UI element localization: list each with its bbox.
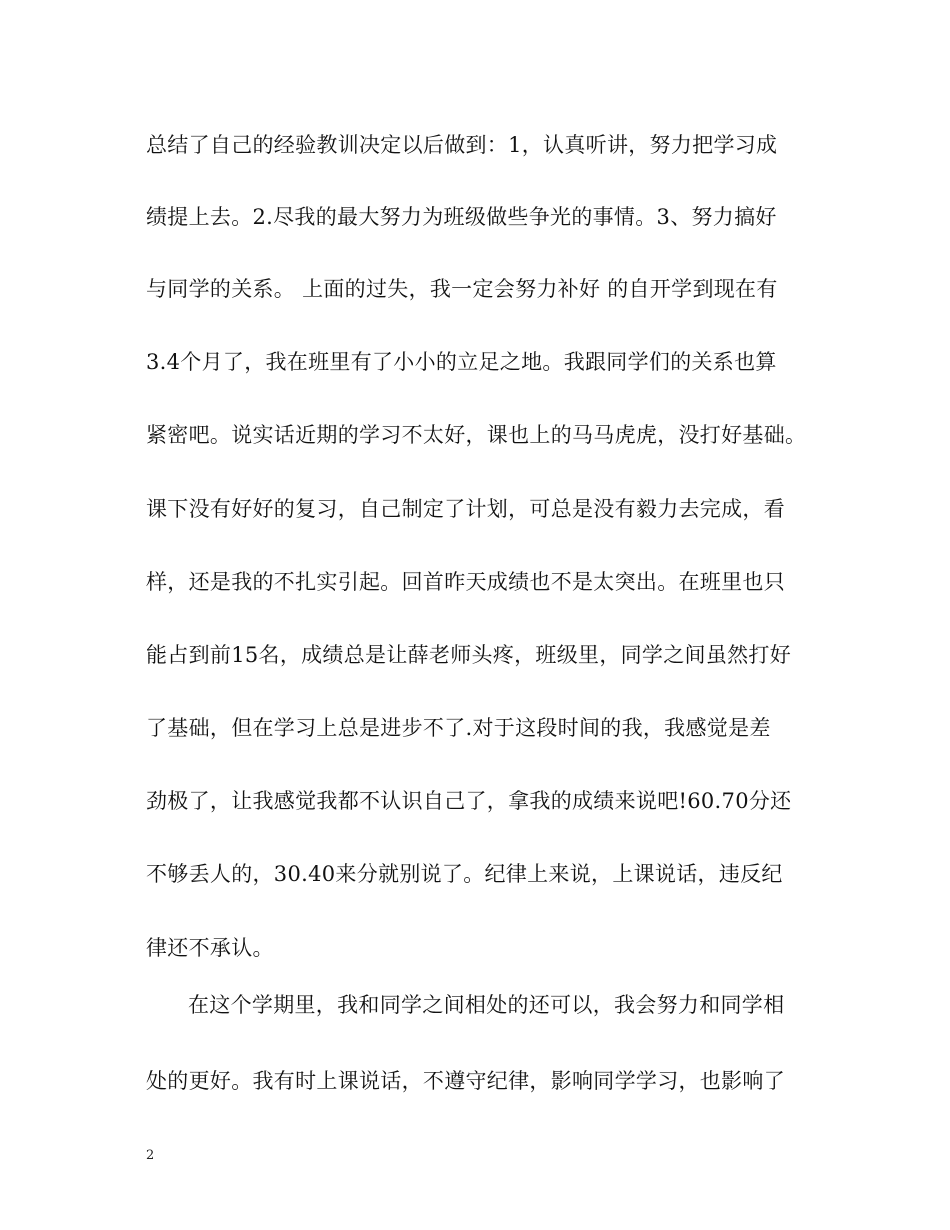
text-line: 不够丢人的，30.40来分就别说了。纪律上来说，上课说话，违反纪: [146, 862, 783, 886]
text-line: 劲极了，让我感觉我都不认识自己了，拿我的成绩来说吧!60.70分还: [146, 789, 792, 813]
text-line: 样，还是我的不扎实引起。回首昨天成绩也不是太突出。在班里也只: [146, 570, 785, 594]
text-line: 3.4个月了，我在班里有了小小的立足之地。我跟同学们的关系也算: [146, 350, 777, 374]
text-line: 绩提上去。2.尽我的最大努力为班级做些争光的事情。3、努力搞好: [146, 205, 777, 229]
text-line: 律还不承认。: [146, 936, 274, 960]
text-line: 紧密吧。说实话近期的学习不太好，课也上的马马虎虎，没打好基础。: [146, 423, 807, 447]
text-line: 能占到前15名，成绩总是让薛老师头疼，班级里，同学之间虽然打好: [146, 643, 792, 667]
text-line: 课下没有好好的复习，自己制定了计划，可总是没有毅力去完成，看: [146, 497, 785, 521]
text-line: 了基础，但在学习上总是进步不了.对于这段时间的我，我感觉是差: [146, 716, 771, 740]
page-number: 2: [146, 1148, 155, 1163]
text-line: 总结了自己的经验教训决定以后做到：1，认真听讲，努力把学习成: [146, 133, 778, 157]
paragraph-first-line: 在这个学期里，我和同学之间相处的还可以，我会努力和同学相: [188, 993, 785, 1017]
text-line: 处的更好。我有时上课说话，不遵守纪律，影响同学学习，也影响了: [146, 1069, 785, 1093]
text-line: 与同学的关系。 上面的过失，我一定会努力补好 的自开学到现在有: [146, 277, 778, 301]
